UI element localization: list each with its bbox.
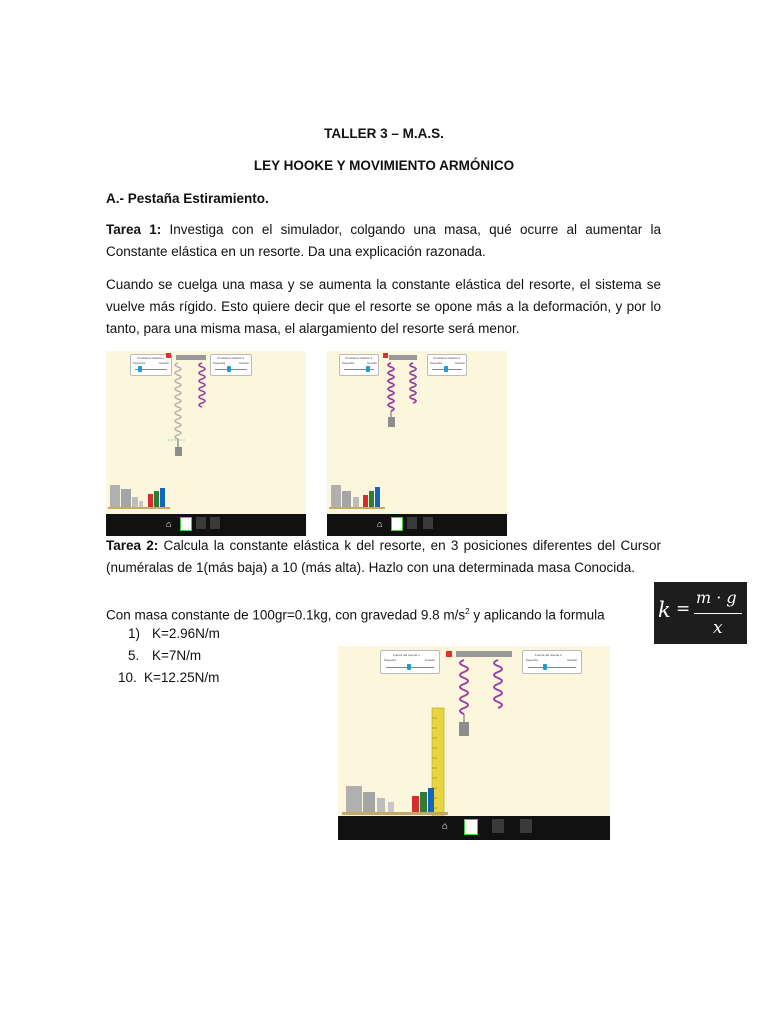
doc-title: TALLER 3 – M.A.S. — [324, 126, 444, 141]
sim3-panel-2-title: Fuerza del resorte 2 — [535, 653, 562, 657]
formula-numerator: m · g — [696, 588, 737, 607]
sim1-scene — [106, 351, 306, 536]
sim-screenshot-2 — [327, 351, 507, 536]
sim2-spring-1 — [388, 363, 394, 411]
doc-subtitle: LEY HOOKE Y MOVIMIENTO ARMÓNICO — [253, 158, 515, 173]
sim1-panel-2-title: Constante elástica 2 — [217, 356, 245, 360]
formula-lhs: k — [658, 598, 671, 622]
sim3-ceiling-bar — [456, 651, 512, 657]
sim1-panel-2-min: Pequeña — [213, 361, 226, 365]
sim3-panel-1-min: Pequeña — [384, 658, 397, 662]
sim3-panel-2-min: Pequeña — [526, 658, 539, 662]
sim1-tab-lab-icon[interactable] — [210, 517, 220, 529]
home-icon[interactable]: ⌂ — [166, 519, 172, 529]
sim1-tab-intro-icon[interactable] — [180, 517, 192, 531]
sim1-panel-1-min: Pequeña — [133, 361, 146, 365]
sim1-panel-2-max: Grande — [239, 361, 250, 365]
answer1-paragraph: Cuando se cuelga una masa y se aumenta la constante elástica del resorte, el sistema se vuelve más rígido. Esto quiere decir que el resorte se opone más a la deformación, y por lo tanto, para una misma masa, el alargamiento del resorte será menor. — [106, 277, 661, 336]
formula-fraction-bar — [694, 613, 742, 614]
sim3-mass-shelf — [342, 786, 448, 815]
sim2-scene — [327, 351, 507, 536]
formula-image — [654, 582, 747, 644]
sim3-toolbar — [338, 816, 610, 840]
sim2-tab-intro-icon[interactable] — [391, 517, 403, 531]
sim-screenshot-1 — [106, 351, 306, 536]
list-value: K=12.25N/m — [144, 670, 220, 685]
sim3-spring-2 — [494, 660, 502, 708]
section-a-heading: A.- Pestaña Estiramiento. — [106, 191, 269, 206]
sim1-tab-energy-icon[interactable] — [196, 517, 206, 529]
sim1-spring-2 — [199, 363, 205, 407]
formula-eq: = — [676, 599, 691, 619]
tarea1-label: Tarea 1: — [106, 222, 162, 237]
tarea2-text: Calcula la constante elástica k del resorte, en 3 posiciones diferentes del Cursor (numéralas de 1(más baja) a 10 (más alta). Hazlo con una determinada masa Conocida. — [106, 538, 661, 575]
list-value: K=2.96N/m — [152, 626, 220, 641]
home-icon[interactable]: ⌂ — [442, 821, 449, 832]
sim1-hanging-mass — [175, 447, 182, 456]
sim2-ceiling-bar — [389, 355, 417, 360]
results-list — [118, 623, 220, 689]
list-item — [128, 623, 220, 645]
sim2-panel-1-title: Constante elástica 1 — [345, 356, 373, 360]
list-value: K=7N/m — [152, 648, 202, 663]
tarea1-paragraph — [106, 219, 661, 263]
sim1-mass-shelf — [108, 485, 170, 509]
sim2-tab-energy-icon[interactable] — [407, 517, 417, 529]
sim-screenshot-3 — [338, 646, 610, 840]
tarea2-paragraph — [106, 535, 661, 579]
sim2-panel-1-max: Grande — [367, 361, 378, 365]
sim2-panel-2-max: Grande — [455, 361, 466, 365]
formula-denominator: x — [713, 618, 723, 638]
home-icon[interactable]: ⌂ — [377, 519, 383, 529]
sim2-panel-1-min: Pequeña — [342, 361, 355, 365]
list-item — [118, 667, 220, 689]
sim2-tab-lab-icon[interactable] — [423, 517, 433, 529]
sim1-reset-icon — [166, 353, 171, 358]
tarea2-label: Tarea 2: — [106, 538, 159, 553]
sim2-reset-icon — [383, 353, 388, 358]
sim3-tab-intro-icon[interactable] — [464, 819, 478, 835]
tarea2-mass-text: Con masa constante de 100gr=0.1kg, con gravedad 9.8 m/s — [106, 607, 466, 623]
sim3-panel-1-title: Fuerza del resorte 1 — [393, 653, 420, 657]
sim3-tab-energy-icon[interactable] — [492, 819, 504, 833]
list-marker: 1) — [128, 626, 141, 641]
list-marker: 10. — [118, 670, 137, 685]
tarea2-formula-text: y aplicando la formula — [469, 607, 605, 623]
sim2-mass-shelf — [329, 485, 385, 509]
sim3-hanging-mass — [459, 722, 469, 736]
sim3-reset-icon — [446, 651, 452, 657]
tarea1-text: Investiga con el simulador, colgando una masa, qué ocurre al aumentar la Constante elástica en un resorte. Da una explicación razonada. — [106, 222, 662, 259]
sim2-panel-2-min: Pequeña — [430, 361, 443, 365]
sim3-tab-lab-icon[interactable] — [520, 819, 532, 833]
sim2-hanging-mass — [388, 417, 395, 427]
sim1-panel-1-max: Grande — [159, 361, 170, 365]
sim3-panel-2-max: Grande — [567, 658, 578, 662]
sim2-panel-2-title: Constante elástica 2 — [433, 356, 461, 360]
sim3-spring-1 — [460, 660, 468, 714]
sim3-scene — [338, 646, 610, 840]
list-marker: 5. — [128, 648, 140, 663]
sim1-toolbar — [106, 514, 306, 536]
sim1-spring-1 — [175, 363, 181, 439]
list-item — [128, 645, 220, 667]
tarea2-exponent: 2 — [465, 607, 470, 616]
sim3-panel-1-max: Grande — [425, 658, 436, 662]
sim2-toolbar — [327, 514, 507, 536]
sim1-panel-1-title: Constante elástica 1 — [137, 356, 165, 360]
sim2-spring-2 — [410, 363, 416, 403]
sim1-ceiling-bar — [176, 355, 206, 360]
